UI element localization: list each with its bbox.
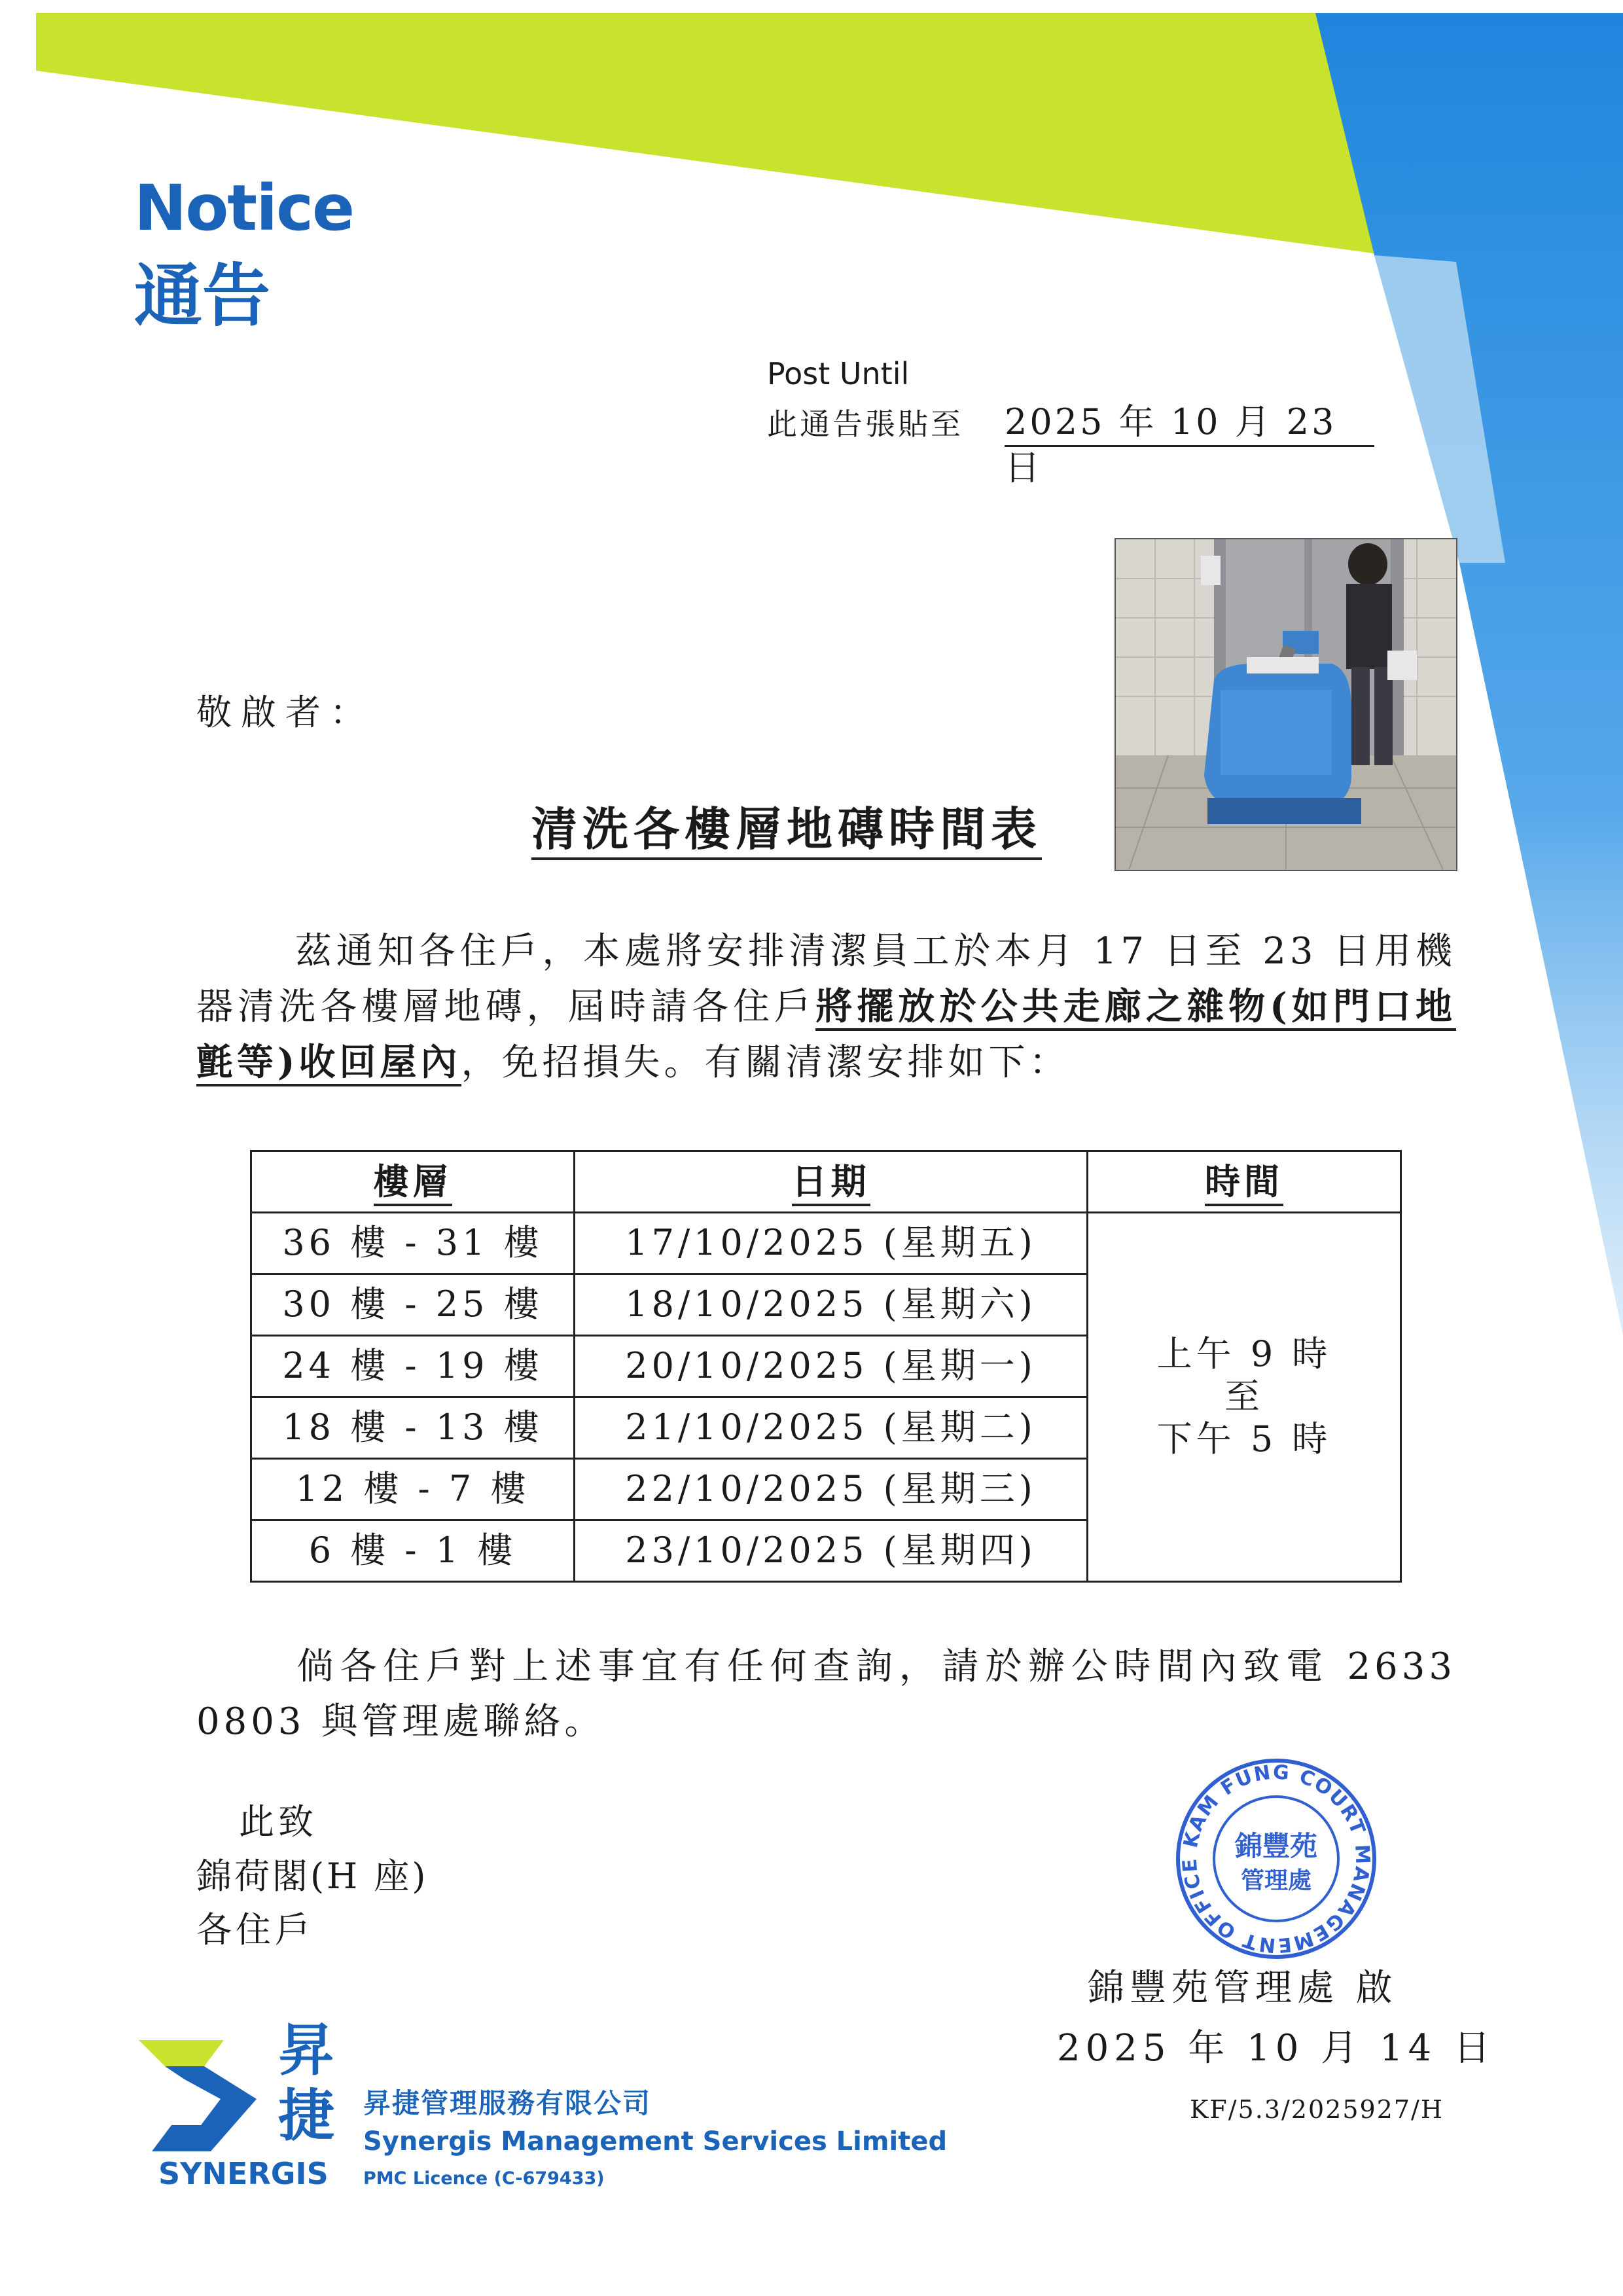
post-until-label-zh: 此通告張貼至: [767, 406, 963, 442]
recipient-residents: 各住戶: [196, 1909, 314, 1950]
svg-text:錦豐苑: 錦豐苑: [1234, 1830, 1318, 1862]
logo-wordmark: SYNERGIS: [158, 2156, 329, 2191]
table-row: [251, 1213, 1401, 1274]
enquiry-text: 倘各住戶對上述事宜有任何查詢，請於辦公時間內致電 2633 0803 與管理處聯絡。: [196, 1645, 1456, 1743]
cell-floors: 18 樓 - 13 樓: [251, 1397, 575, 1459]
notice-title-zh: 通告: [134, 256, 271, 336]
cell-floors: 24 樓 - 19 樓: [251, 1336, 575, 1397]
management-office-seal: [1171, 1754, 1381, 1964]
intro-text-emphasis: 將擺放於公共走廊之雜物(如門口地氈等)收回屋內: [196, 985, 1456, 1086]
svg-text:管理處: 管理處: [1240, 1867, 1312, 1894]
intro-paragraph: [196, 924, 1456, 1090]
post-until-label-en: Post Until: [767, 356, 910, 391]
cell-date: 21/10/2025 (星期二): [575, 1397, 1088, 1459]
time-to: 至: [1224, 1376, 1264, 1418]
enquiry-paragraph: [196, 1640, 1456, 1749]
cell-floors: 12 樓 - 7 樓: [251, 1459, 575, 1520]
header-time: 時間: [1088, 1151, 1401, 1213]
closing-phrase: 此致: [239, 1801, 317, 1842]
reference-number: KF/5.3/2025927/H: [1190, 2095, 1444, 2124]
signatory: 錦豐苑管理處 啟: [1088, 1967, 1398, 2009]
document-title: 清洗各樓層地磚時間表: [531, 806, 1042, 860]
cell-date: 23/10/2025 (星期四): [575, 1520, 1088, 1582]
issue-date: 2025 年 10 月 14 日: [1057, 2027, 1496, 2070]
cell-date: 18/10/2025 (星期六): [575, 1274, 1088, 1336]
salutation: 敬啟者：: [196, 692, 374, 733]
intro-text-before: 茲通知各住戶，本處將安排清潔員工於本月 17 日至 23 日用機器清洗各樓層地磚，屆時請各住戶: [196, 930, 1456, 1028]
table-header-row: [251, 1151, 1401, 1213]
header-date: 日期: [575, 1151, 1088, 1213]
cleaning-machine-photo: [1115, 538, 1457, 871]
post-until-date: 2025 年 10 月 23 日: [1005, 399, 1374, 447]
svg-text:KAM FUNG COURT MANAGEMENT OFFI: KAM FUNG COURT MANAGEMENT OFFICE: [1178, 1761, 1374, 1957]
cell-floors: 30 樓 - 25 樓: [251, 1274, 575, 1336]
synergis-logo-mark: [139, 2027, 266, 2155]
cell-date: 17/10/2025 (星期五): [575, 1213, 1088, 1274]
company-licence: PMC Licence (C-679433): [363, 2168, 605, 2189]
cell-floors: 36 樓 - 31 樓: [251, 1213, 575, 1274]
notice-title-en: Notice: [134, 171, 354, 245]
time-end: 下午 5 時: [1156, 1418, 1332, 1460]
header-floors: 樓層: [251, 1151, 575, 1213]
cell-floors: 6 樓 - 1 樓: [251, 1520, 575, 1582]
cell-date: 22/10/2025 (星期三): [575, 1459, 1088, 1520]
cell-time-range: [1088, 1213, 1401, 1582]
recipient-building: 錦荷閣(H 座): [196, 1856, 429, 1897]
company-name-zh: 昇捷管理服務有限公司: [363, 2087, 652, 2119]
intro-text-after: ，免招損失。有關清潔安排如下：: [461, 1041, 1070, 1084]
time-start: 上午 9 時: [1156, 1333, 1332, 1375]
logo-char-2: 捷: [278, 2083, 334, 2149]
logo-char-1: 昇: [278, 2018, 334, 2083]
cell-date: 20/10/2025 (星期一): [575, 1336, 1088, 1397]
cleaning-schedule-table: [250, 1150, 1402, 1583]
company-name-en: Synergis Management Services Limited: [363, 2126, 948, 2157]
